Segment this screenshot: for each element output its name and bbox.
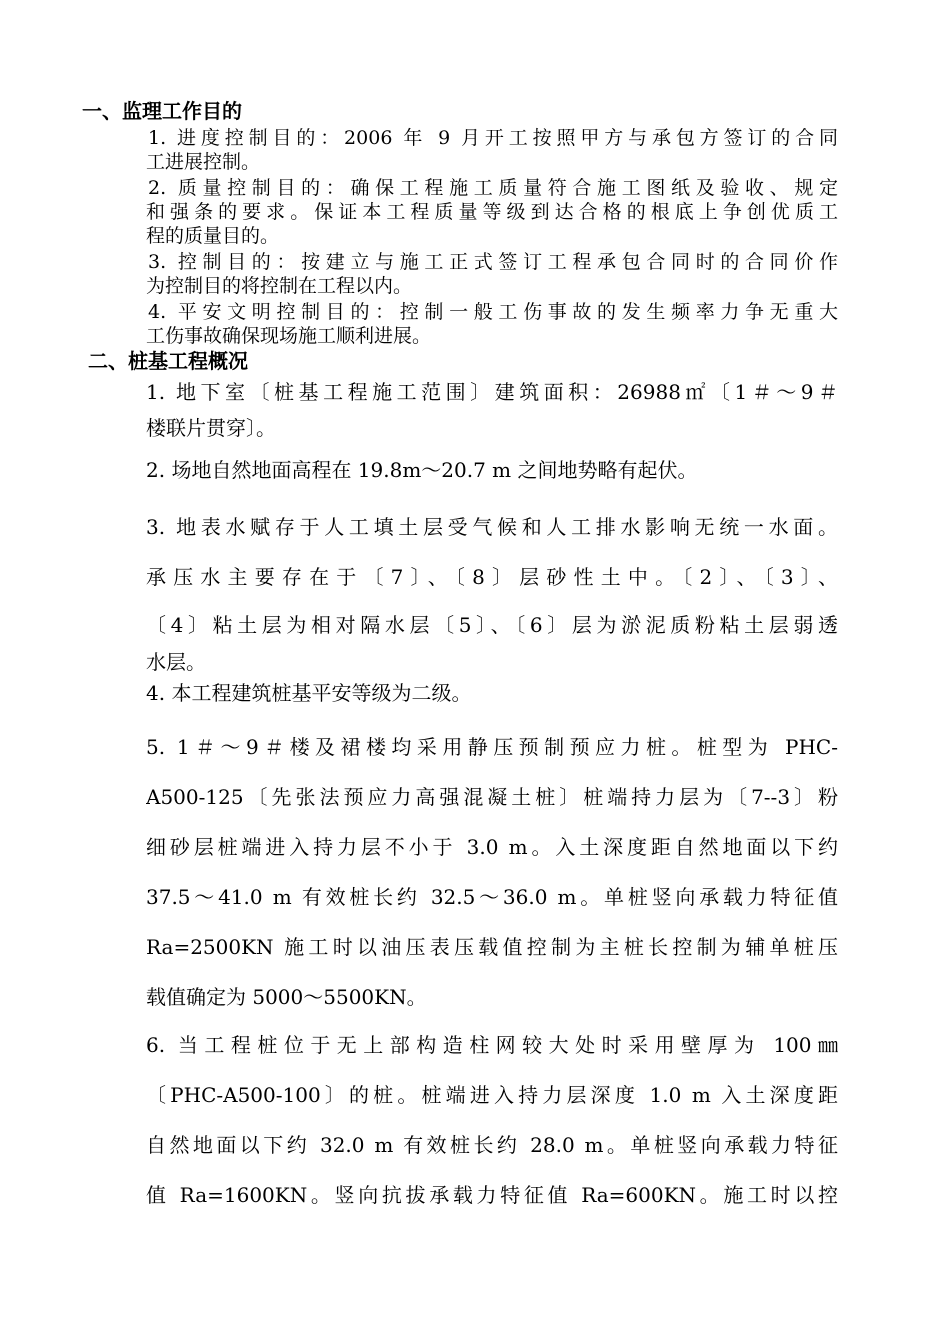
- paragraph-line: 承压水主要存在于〔7〕、〔8〕层砂性土中。〔2〕、〔3〕、: [146, 565, 838, 589]
- section1-heading: 一、监理工作目的: [82, 99, 242, 123]
- overview-item-groundwater: [146, 502, 838, 676]
- paragraph-line: Ra=2500KN 施工时以油压表压载值控制为主桩长控制为辅单桩压: [146, 935, 838, 959]
- paragraph-line: 6. 当工程桩位于无上部构造柱网较大处时采用壁厚为 100㎜: [146, 1033, 838, 1057]
- overview-item-ground-elevation: [146, 452, 838, 488]
- paragraph-line: 载值确定为 5000～5500KN。: [146, 985, 427, 1009]
- paragraph-line: 程的质量目的。: [146, 225, 280, 247]
- paragraph-line: 工进展控制。: [146, 151, 261, 173]
- paragraph-line: 4. 本工程建筑桩基平安等级为二级。: [146, 681, 472, 705]
- goal-paragraph-cost: [146, 250, 838, 298]
- paragraph-line: 为控制目的将控制在工程以内。: [146, 275, 413, 297]
- overview-item-safety-grade: [146, 675, 838, 711]
- paragraph-line: 1. 地下室〔桩基工程施工范围〕建筑面积：26988㎡〔1＃～9＃: [146, 380, 838, 404]
- paragraph-line: 和强条的要求。保证本工程质量等级到达合格的根底上争创优质工: [146, 201, 838, 223]
- paragraph-line: 细砂层桩端进入持力层不小于 3.0 m。入土深度距自然地面以下约: [146, 835, 838, 859]
- goal-paragraph-safety: [146, 300, 838, 348]
- paragraph-line: 〔PHC-A500-100〕的桩。桩端进入持力层深度 1.0 m 入土深度距: [146, 1083, 838, 1107]
- paragraph-line: 37.5～41.0 m 有效桩长约 32.5～36.0 m。单桩竖向承载力特征值: [146, 885, 838, 909]
- paragraph-line: 值 Ra=1600KN。竖向抗拔承载力特征值 Ra=600KN。施工时以控: [146, 1183, 838, 1207]
- overview-item-pile-type: [146, 722, 838, 1022]
- paragraph-line: 3. 控制目的：按建立与施工正式签订工程承包合同时的合同价作: [148, 251, 838, 273]
- section2-heading: 二、桩基工程概况: [88, 349, 248, 373]
- paragraph-line: 楼联片贯穿〕。: [146, 416, 276, 440]
- paragraph-line: 水层。: [146, 650, 206, 674]
- goal-paragraph-progress: [146, 126, 838, 174]
- paragraph-line: 4. 平安文明控制目的：控制一般工伤事故的发生频率力争无重大: [148, 301, 838, 323]
- paragraph-line: 自然地面以下约 32.0 m 有效桩长约 28.0 m。单桩竖向承载力特征: [146, 1133, 838, 1157]
- goal-paragraph-quality: [146, 176, 838, 248]
- paragraph-line: 5. 1＃～9＃楼及裙楼均采用静压预制预应力桩。桩型为 PHC-: [146, 735, 838, 759]
- paragraph-line: A500-125〔先张法预应力高强混凝土桩〕桩端持力层为〔7--3〕粉: [146, 785, 838, 809]
- paragraph-line: 2. 场地自然地面高程在 19.8m～20.7 m 之间地势略有起伏。: [146, 458, 698, 482]
- paragraph-line: 1. 进度控制目的：2006 年 9 月开工按照甲方与承包方签订的合同: [148, 127, 838, 149]
- overview-item-basement-area: [146, 374, 838, 446]
- paragraph-line: 2. 质量控制目的：确保工程施工质量符合施工图纸及验收、规定: [148, 177, 838, 199]
- paragraph-line: 3. 地表水赋存于人工填土层受气候和人工排水影响无统一水面。: [146, 515, 838, 539]
- paragraph-line: 工伤事故确保现场施工顺利进展。: [146, 325, 432, 347]
- overview-item-thin-wall-pile: [146, 1020, 838, 1220]
- paragraph-line: 〔4〕粘土层为相对隔水层〔5〕、〔6〕层为淤泥质粉粘土层弱透: [146, 613, 838, 637]
